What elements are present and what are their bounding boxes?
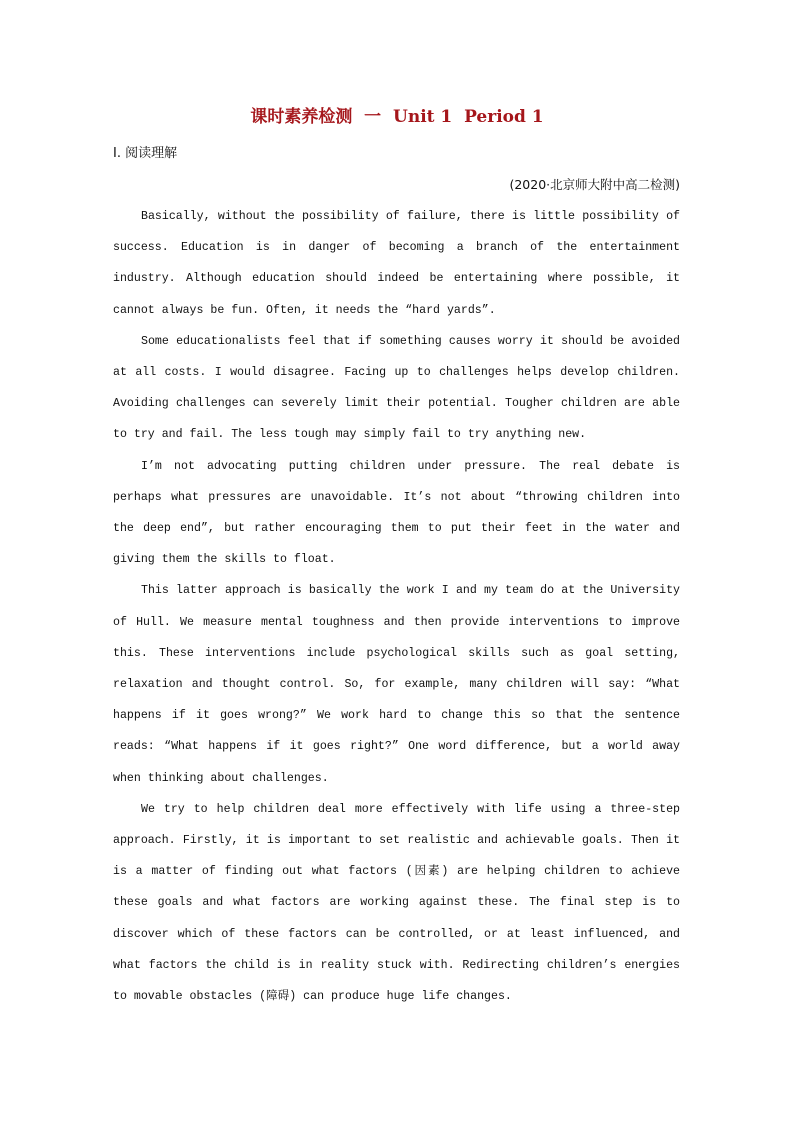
paragraph: Basically, without the possibility of failure, there is little possibility of success. Education is in danger of becoming a branch of the entertainment industry. Although education should indeed be entertaining where possible, it cannot always be fun. Often, it needs the “hard yards”. <box>113 210 680 317</box>
paragraph: We try to help children deal more effectively with life using a three-step approach. Firstly, it is important to set realistic and achievable goals. Then it is a matter of finding out what factors (因素) are helping children to achieve these goals and what factors are working against these. The final step is to discover which of these factors can be controlled, or at least influenced, and what factors the child is in reality stuck with. Redirecting children’s energies to movable obstacles (障碍) can produce huge life changes. <box>113 802 680 1004</box>
section-heading: Ⅰ. 阅读理解 <box>113 146 178 161</box>
source-citation: (2020·北京师大附中高二检测) <box>509 177 680 192</box>
paragraph: I’m not advocating putting children under pressure. The real debate is perhaps what pressures are unavoidable. It’s not about “throwing children into the deep end”, but rather encouraging them to put their feet in the water and giving them the skills to float. <box>113 459 680 567</box>
paragraph: This latter approach is basically the work I and my team do at the University of Hull. We measure mental toughness and then provide interventions to improve this. These interventions include psychological skills such as goal setting, relaxation and thought control. So, for example, many children will say: “What happens if it goes wrong?” We work hard to change this so that the sentence reads: “What happens if it goes right?” One word difference, but a world away when thinking about challenges. <box>113 584 680 785</box>
paragraph: Some educationalists feel that if something causes worry it should be avoided at all costs. I would disagree. Facing up to challenges helps develop children. Avoiding challenges can severely limit their potential. Tougher children are able to try and fail. The less tough may simply fail to try anything new. <box>113 334 680 442</box>
passage-body <box>113 201 680 1012</box>
page-title: 课时素养检测 一 Unit 1 Period 1 <box>250 107 544 127</box>
